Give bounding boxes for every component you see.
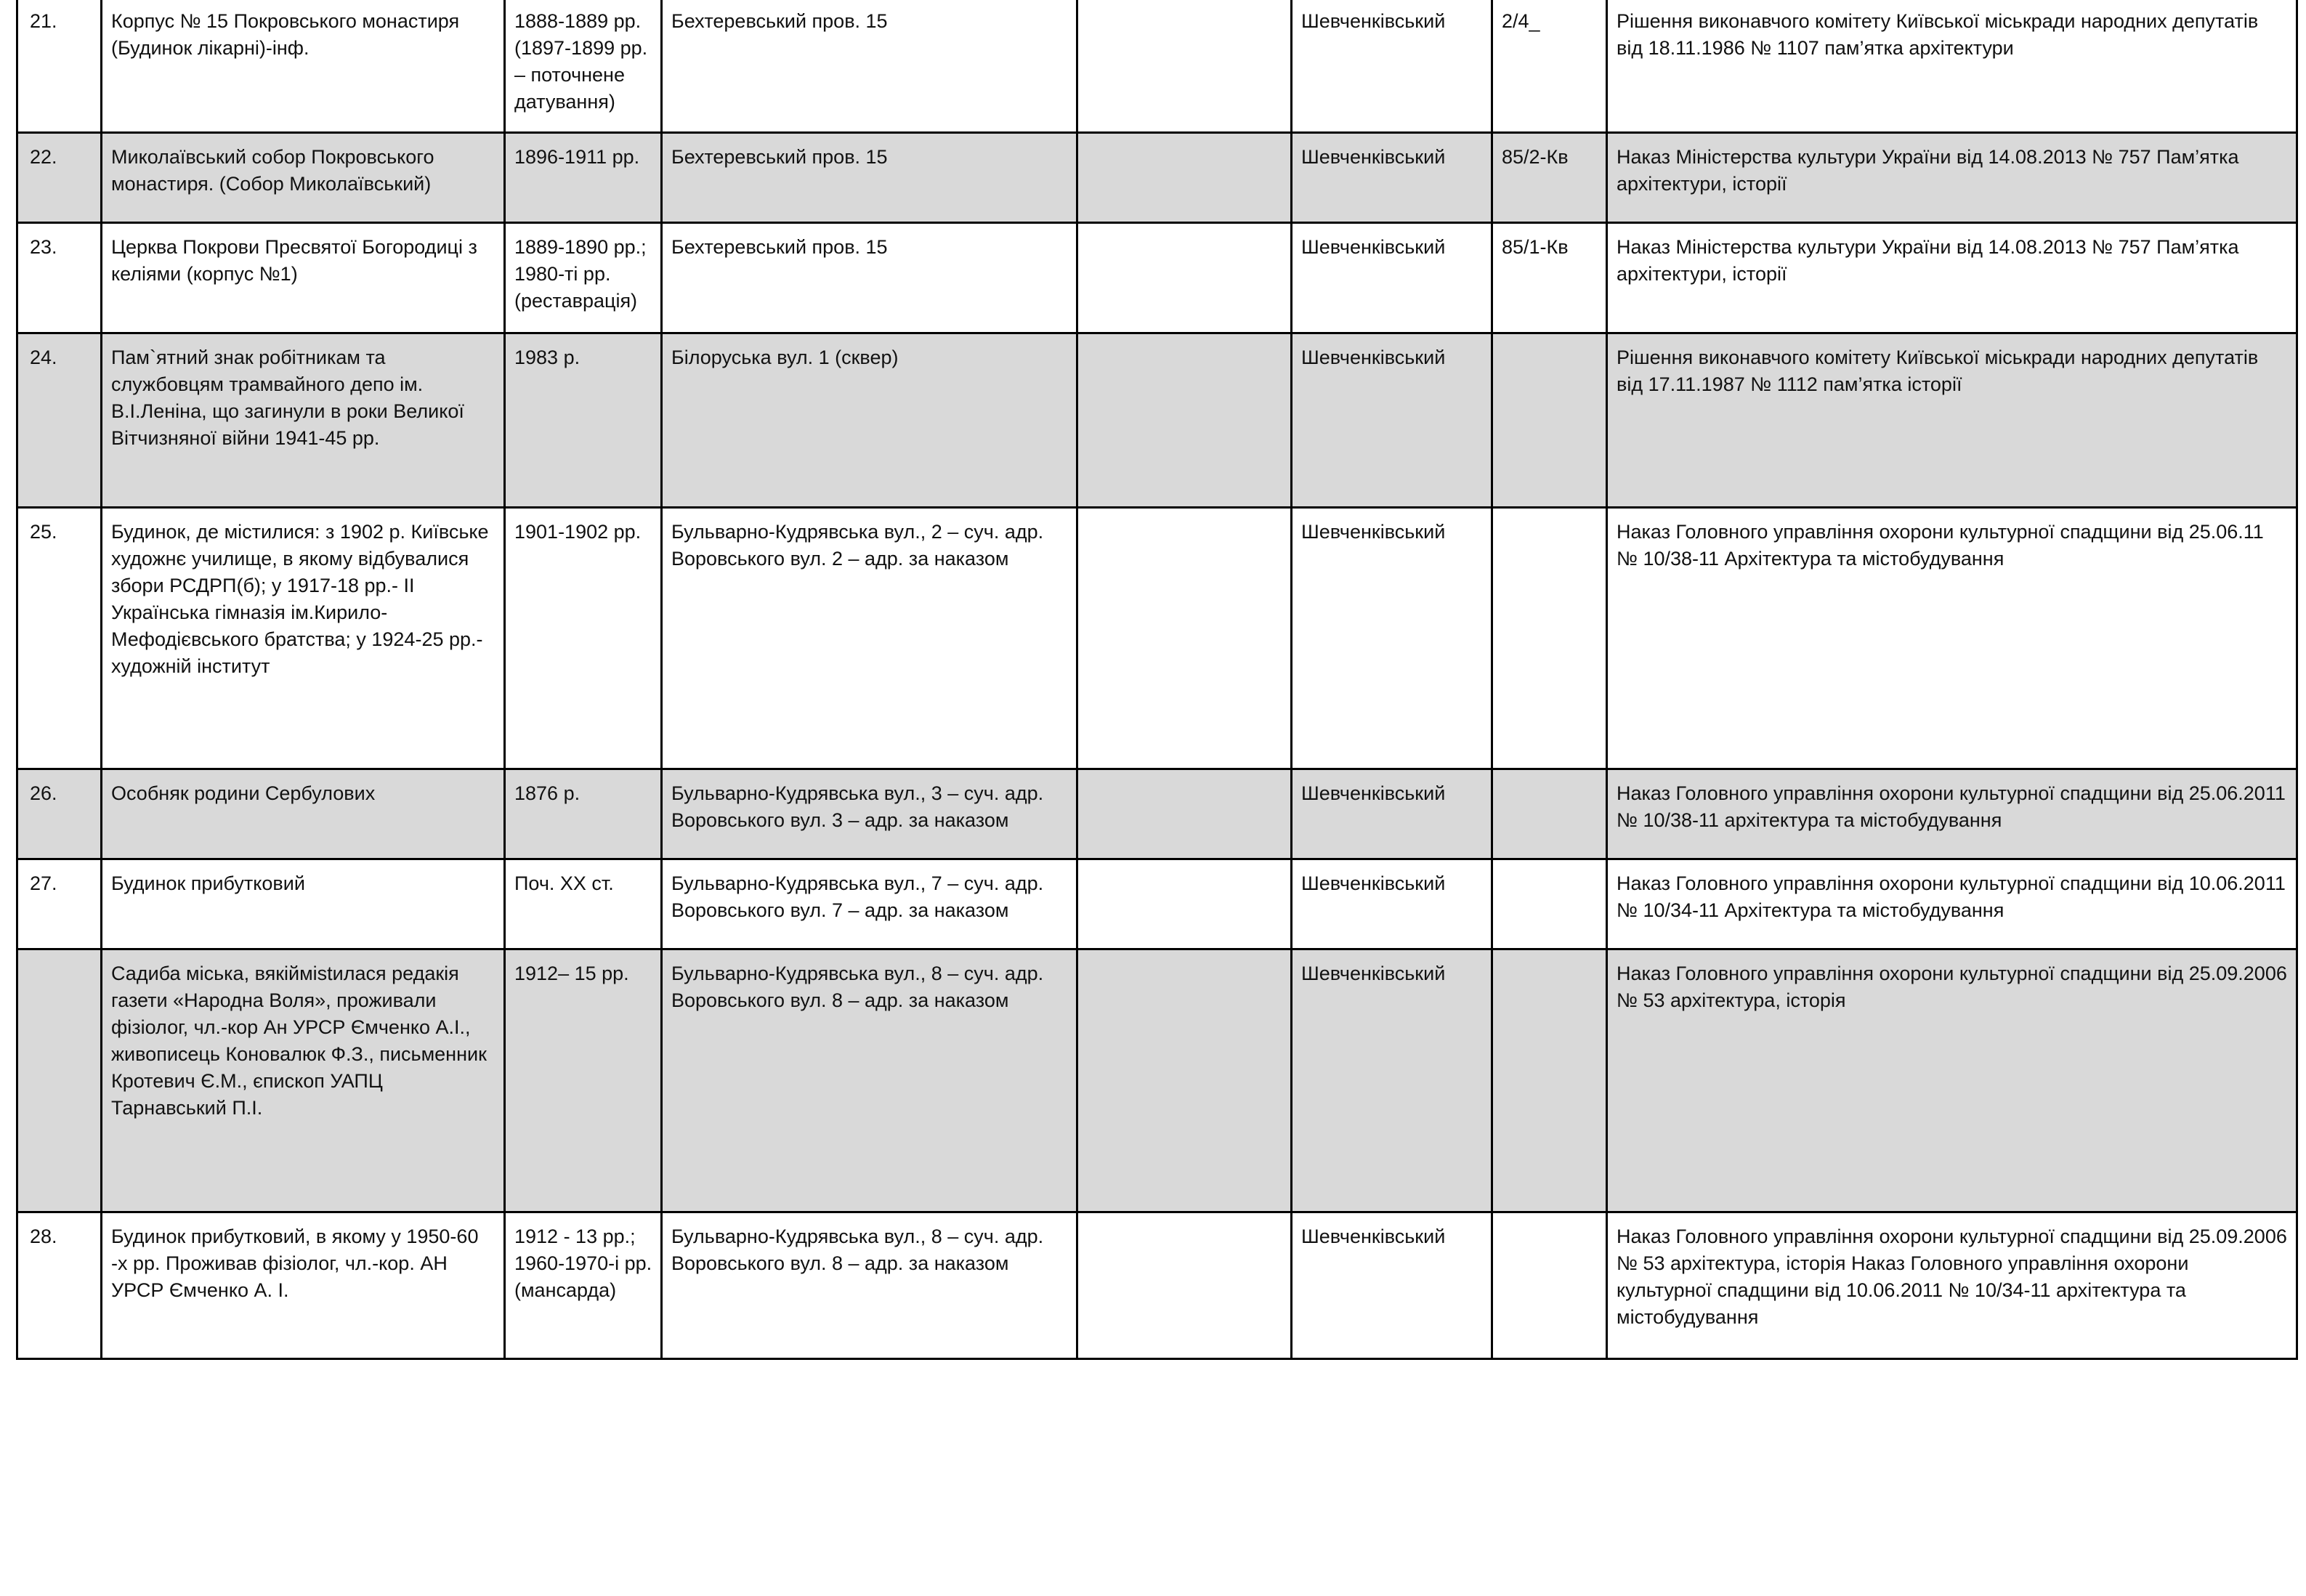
protection-code [1492,508,1607,769]
row-number: 28. [17,1212,102,1359]
legal-decision: Наказ Міністерства культури України від 14.08.2013 № 757 Пам’ятка архітектури, історії [1607,223,2297,333]
row-number: 23. [17,223,102,333]
object-date: Поч. ХХ ст. [505,859,662,949]
object-date: 1888-1889 рр. (1897-1899 рр. – поточнене датування) [505,0,662,133]
object-name: Церква Покрови Пресвятої Богородиці з келіями (корпус №1) [102,223,505,333]
table-row [17,859,2297,949]
protection-code [1492,859,1607,949]
object-district: Шевченківський [1292,0,1492,133]
registry-body [17,0,2297,1359]
object-address: Бехтеревський пров. 15 [662,0,1077,133]
table-row [17,1212,2297,1359]
object-name: Пам`ятний знак робітникам та службовцям трамвайного депо ім. В.І.Леніна, що загинули в роки Великої Вітчизняної війни 1941-45 рр. [102,333,505,508]
legal-decision: Рішення виконавчого комітету Київської міськради народних депутатів від 18.11.1986 № 1107 пам’ятка архітектури [1607,0,2297,133]
legal-decision: Наказ Головного управління охорони культурної спадщини від 25.06.2011 № 10/38-11 архітектура та містобудування [1607,769,2297,859]
empty-cell [1077,133,1292,223]
object-address: Бульварно-Кудрявська вул., 8 – суч. адр. Воровського вул. 8 – адр. за наказом [662,949,1077,1212]
empty-cell [1077,333,1292,508]
object-district: Шевченківський [1292,333,1492,508]
empty-cell [1077,223,1292,333]
table-row [17,949,2297,1212]
row-number: 24. [17,333,102,508]
object-district: Шевченківський [1292,133,1492,223]
object-name: Будинок прибутковий [102,859,505,949]
protection-code [1492,949,1607,1212]
protection-code: 2/4_ [1492,0,1607,133]
object-address: Бехтеревський пров. 15 [662,223,1077,333]
row-number: 22. [17,133,102,223]
heritage-registry-table [16,0,2298,1360]
object-date: 1896-1911 рр. [505,133,662,223]
legal-decision: Рішення виконавчого комітету Київської міськради народних депутатів від 17.11.1987 № 1112 пам’ятка історії [1607,333,2297,508]
protection-code [1492,1212,1607,1359]
object-district: Шевченківський [1292,859,1492,949]
legal-decision: Наказ Міністерства культури України від 14.08.2013 № 757 Пам’ятка архітектури, історії [1607,133,2297,223]
object-address: Бульварно-Кудрявська вул., 8 – суч. адр. Воровського вул. 8 – адр. за наказом [662,1212,1077,1359]
legal-decision: Наказ Головного управління охорони культурної спадщини від 10.06.2011 № 10/34-11 Архітектура та містобудування [1607,859,2297,949]
row-number [17,949,102,1212]
table-row [17,223,2297,333]
object-name: Корпус № 15 Покровського монастиря (Будинок лікарні)-інф. [102,0,505,133]
object-district: Шевченківський [1292,223,1492,333]
protection-code [1492,769,1607,859]
empty-cell [1077,859,1292,949]
object-date: 1901-1902 рр. [505,508,662,769]
table-row [17,769,2297,859]
object-district: Шевченківський [1292,508,1492,769]
row-number: 21. [17,0,102,133]
object-date: 1889-1890 рр.; 1980-ті рр. (реставрація) [505,223,662,333]
object-date: 1912– 15 рр. [505,949,662,1212]
object-district: Шевченківський [1292,949,1492,1212]
table-row [17,0,2297,133]
object-address: Бульварно-Кудрявська вул., 7 – суч. адр. Воровського вул. 7 – адр. за наказом [662,859,1077,949]
object-address: Бульварно-Кудрявська вул., 2 – суч. адр. Воровського вул. 2 – адр. за наказом [662,508,1077,769]
object-name: Садиба міська, вякійміstилася редакія газети «Народна Воля», проживали фізіолог, чл.-кор Ан УРСР Ємченко А.І., живописець Коновалюк Ф.З., письменник Кротевич Є.М., єпископ УАПЦ Тарнавський П.І. [102,949,505,1212]
table-row [17,333,2297,508]
object-name: Миколаївський собор Покровського монастиря. (Собор Миколаївський) [102,133,505,223]
protection-code: 85/2-Кв [1492,133,1607,223]
empty-cell [1077,1212,1292,1359]
empty-cell [1077,508,1292,769]
object-name: Особняк родини Сербулових [102,769,505,859]
row-number: 26. [17,769,102,859]
legal-decision: Наказ Головного управління охорони культурної спадщини від 25.06.11 № 10/38-11 Архітектура та містобудування [1607,508,2297,769]
object-date: 1912 - 13 рр.; 1960-1970-і рр. (мансарда) [505,1212,662,1359]
row-number: 25. [17,508,102,769]
legal-decision: Наказ Головного управління охорони культурної спадщини від 25.09.2006 № 53 архітектура, історія [1607,949,2297,1212]
object-name: Будинок, де містилися: з 1902 р. Київське художнє училище, в якому відбувалися збори РСДРП(б); у 1917-18 рр.- ІІ Українська гімназія ім.Кирило-Мефодієвського братства; у 1924-25 рр.- художній інститут [102,508,505,769]
protection-code [1492,333,1607,508]
object-address: Бульварно-Кудрявська вул., 3 – суч. адр. Воровського вул. 3 – адр. за наказом [662,769,1077,859]
row-number: 27. [17,859,102,949]
object-date: 1876 р. [505,769,662,859]
table-row [17,133,2297,223]
table-row [17,508,2297,769]
object-district: Шевченківський [1292,769,1492,859]
object-address: Бехтеревський пров. 15 [662,133,1077,223]
protection-code: 85/1-Кв [1492,223,1607,333]
object-district: Шевченківський [1292,1212,1492,1359]
empty-cell [1077,769,1292,859]
empty-cell [1077,0,1292,133]
object-date: 1983 р. [505,333,662,508]
empty-cell [1077,949,1292,1212]
heritage-registry-page [16,0,2296,1360]
legal-decision: Наказ Головного управління охорони культурної спадщини від 25.09.2006 № 53 архітектура, історія Наказ Головного управління охорони культурної спадщини від 10.06.2011 № 10/34-11 архітектура та містобудування [1607,1212,2297,1359]
object-address: Білоруська вул. 1 (сквер) [662,333,1077,508]
object-name: Будинок прибутковий, в якому у 1950-60 -х рр. Проживав фізіолог, чл.-кор. АН УРСР Ємченко А. І. [102,1212,505,1359]
